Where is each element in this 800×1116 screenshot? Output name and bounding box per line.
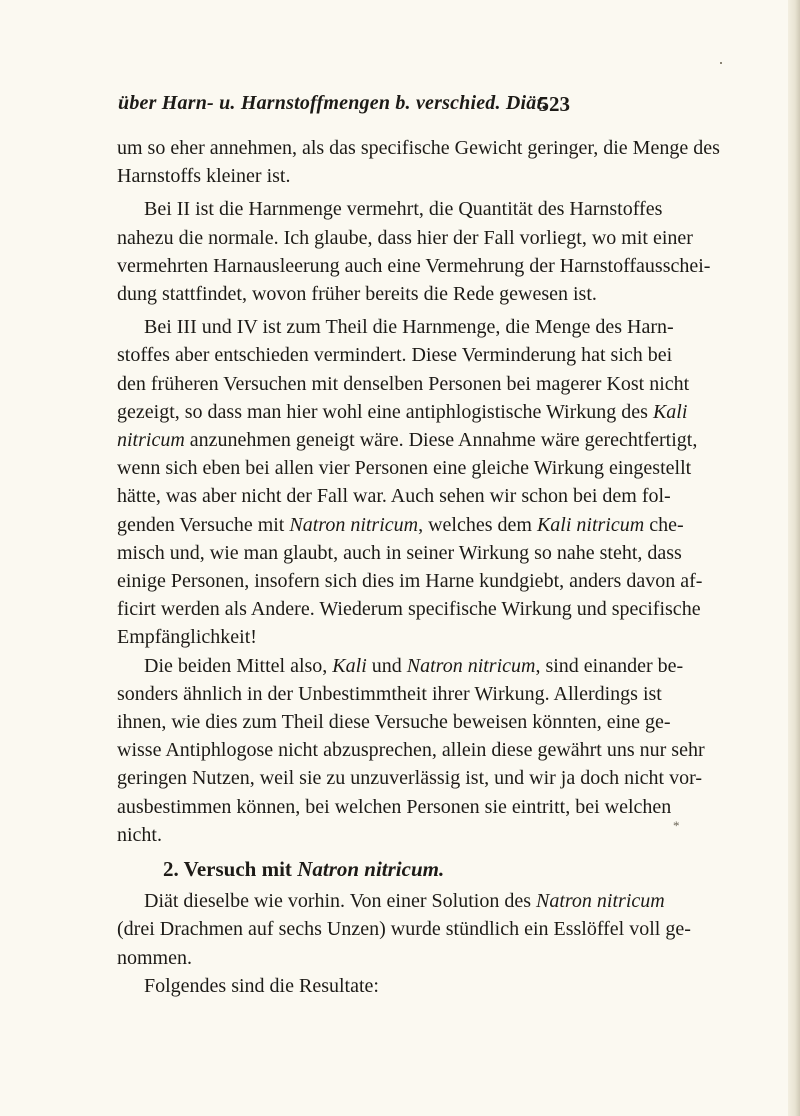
footer-mark: * <box>673 818 680 833</box>
text-line: nahezu die normale. Ich glaube, dass hier der Fall vorliegt, wo mit einer <box>117 226 693 249</box>
paragraph <box>117 887 691 972</box>
text-segment: , sind einander be- <box>535 654 684 677</box>
running-title: über Harn- u. Harnstoffmengen b. verschied. Diät. <box>118 92 548 114</box>
text-line: dung stattfindet, wovon früher bereits die Rede gewesen ist. <box>117 283 597 306</box>
text-line: ficirt werden als Andere. Wiederum specifische Wirkung und specifische <box>117 598 701 621</box>
italic-term: Natron nitricum <box>406 654 536 677</box>
text-line: ausbestimmen können, bei welchen Personen sie eintritt, bei welchen <box>117 795 672 818</box>
text-line: nicht. <box>117 823 162 846</box>
text-line: sonders ähnlich in der Unbestimmtheit ihrer Wirkung. Allerdings ist <box>117 682 662 705</box>
text-line: Bei III und IV ist zum Theil die Harnmenge, die Menge des Harn- <box>144 316 674 339</box>
paragraph <box>117 134 720 190</box>
paragraph <box>117 652 705 849</box>
page-number: 523 <box>538 92 570 116</box>
text-segment: , welches dem <box>418 513 537 536</box>
text-line: (drei Drachmen auf sechs Unzen) wurde stündlich ein Esslöffel voll ge- <box>117 918 691 941</box>
text-line-italic-mixed <box>117 511 684 539</box>
text-line-italic-start <box>117 426 698 454</box>
italic-term: Kali <box>652 400 688 423</box>
italic-term: nitricum <box>117 429 185 452</box>
text-line: einige Personen, insofern sich dies im Harne kundgiebt, anders davon af- <box>117 570 703 593</box>
text-line: Bei II ist die Harnmenge vermehrt, die Quantität des Harnstoffes <box>144 198 663 221</box>
text-line: geringen Nutzen, weil sie zu unzuverlässig ist, und wir ja doch nicht vor- <box>117 767 702 790</box>
text-line: Harnstoffs kleiner ist. <box>117 165 291 188</box>
italic-term: Kali nitricum <box>536 513 645 536</box>
text-line: wisse Antiphlogose nicht abzusprechen, allein diese gewährt uns nur sehr <box>117 739 705 762</box>
paper-speck <box>720 62 722 64</box>
text-line: nommen. <box>117 946 192 969</box>
section-heading <box>117 855 573 883</box>
text-line: Folgendes sind die Resultate: <box>144 974 379 997</box>
text-line-italic-end <box>117 887 665 915</box>
text-line: um so eher annehmen, als das specifische Gewicht geringer, die Menge des <box>117 137 720 159</box>
paragraph <box>117 313 703 651</box>
text-segment: und <box>366 654 407 677</box>
text-segment: anzunehmen geneigt wäre. Diese Annahme wäre gerechtfertigt, <box>184 429 698 452</box>
text-line: Empfänglichkeit! <box>117 626 257 649</box>
text-line-italic-end <box>117 398 688 426</box>
text-segment: Die beiden Mittel also, <box>144 654 333 677</box>
italic-term: Natron nitricum <box>289 513 419 536</box>
text-line: ihnen, wie dies zum Theil diese Versuche beweisen könnten, eine ge- <box>117 711 671 734</box>
text-line-italic-mixed <box>117 652 684 680</box>
section-italic-term: Natron nitricum. <box>297 857 445 882</box>
text-line: den früheren Versuchen mit denselben Personen bei magerer Kost nicht <box>117 372 690 395</box>
section-number: 2. <box>163 857 179 882</box>
italic-term: Natron nitricum <box>535 890 665 913</box>
paragraph <box>117 195 711 308</box>
text-line: vermehrten Harnausleerung auch eine Vermehrung der Harnstoffausschei- <box>117 254 711 277</box>
text-line: misch und, wie man glaubt, auch in seiner Wirkung so nahe steht, dass <box>117 541 682 564</box>
text-line: stoffes aber entschieden vermindert. Diese Verminderung hat sich bei <box>117 344 673 367</box>
paragraph <box>117 972 573 1000</box>
text-segment: gezeigt, so dass man hier wohl eine antiphlogistische Wirkung des <box>117 400 653 423</box>
text-segment: Diät dieselbe wie vorhin. Von einer Solution des <box>144 890 536 913</box>
running-header <box>118 92 570 122</box>
text-segment: che- <box>644 513 684 536</box>
text-segment: genden Versuche mit <box>117 513 290 536</box>
italic-term: Kali <box>332 654 367 677</box>
text-line: hätte, was aber nicht der Fall war. Auch sehen wir schon bei dem fol- <box>117 485 671 508</box>
section-prefix: Versuch mit <box>183 857 292 882</box>
page-edge-shadow <box>788 0 800 1116</box>
text-line: wenn sich eben bei allen vier Personen eine gleiche Wirkung eingestellt <box>117 457 692 480</box>
body-text <box>117 134 720 1000</box>
